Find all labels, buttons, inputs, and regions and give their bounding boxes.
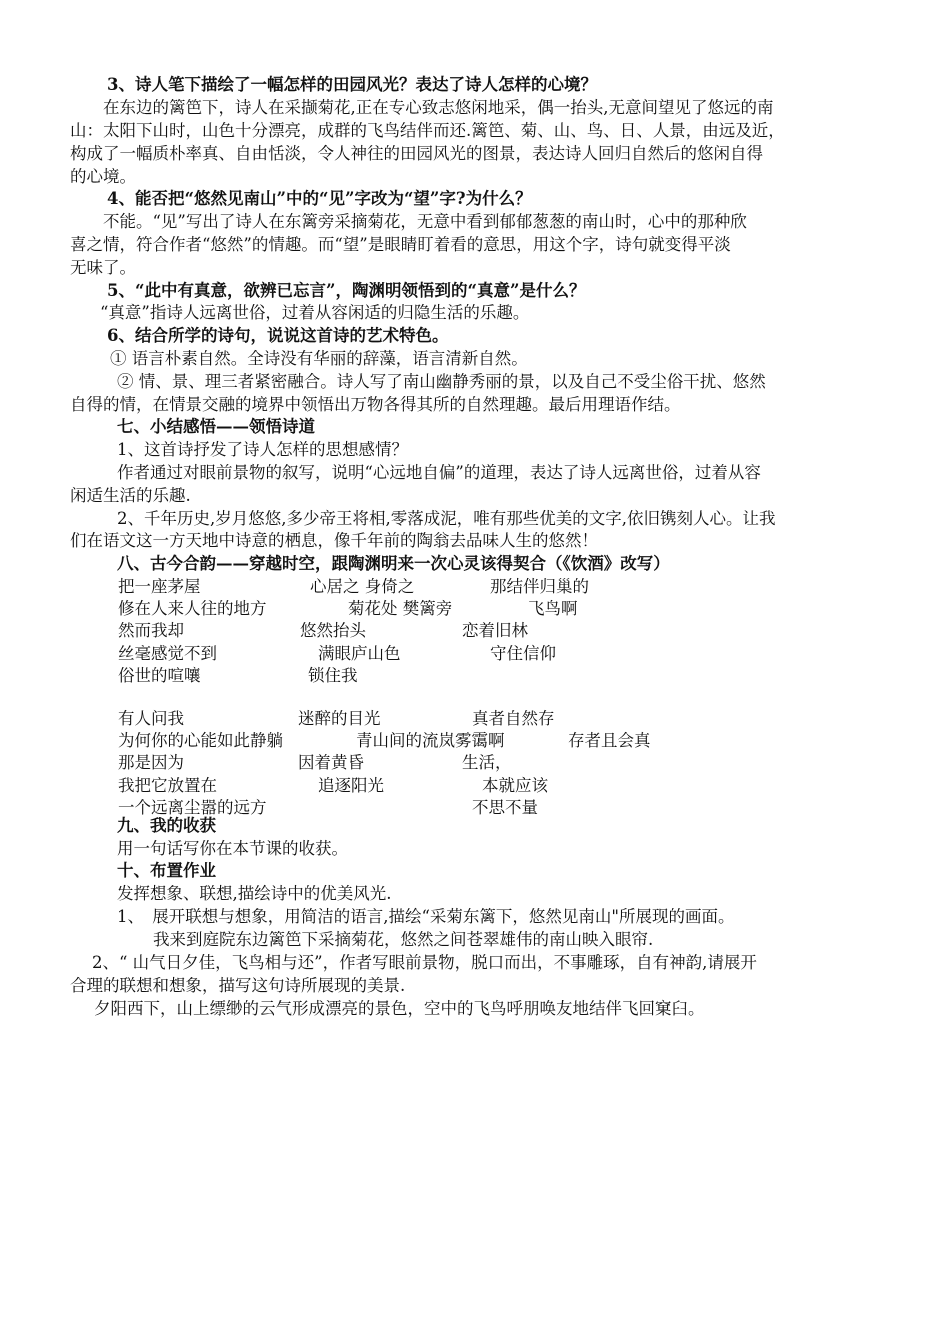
poem-line: 把一座茅屋 (118, 577, 201, 596)
text-line: 发挥想象、联想,描绘诗中的优美风光. (117, 884, 392, 903)
poem-line: 然而我却 (118, 621, 184, 641)
text-line: 作者通过对眼前景物的叙写，说明“心远地自偏”的道理，表达了诗人远离世俗，过着从容 (117, 463, 761, 482)
poem-line: 那结伴归巢的 (490, 577, 589, 596)
section-heading: 七、小结感悟——领悟诗道 (117, 417, 315, 436)
poem-line: 不思不量 (472, 797, 538, 817)
poem-line: 菊花处 樊篱旁 (348, 599, 453, 619)
poem-line: 存者且会真 (568, 731, 651, 751)
poem-line: 飞鸟啊 (528, 599, 578, 619)
poem-line: 悠然抬头 (300, 621, 366, 641)
text-line: 们在语文这一方天地中诗意的栖息，像千年前的陶翁去品味人生的悠然！ (70, 531, 598, 550)
poem-line: 俗世的喧嚷 (118, 665, 201, 685)
poem-line: 满眼庐山色 (318, 643, 401, 663)
section-heading: 八、古今合韵——穿越时空，跟陶渊明来一次心灵该得契合（《饮酒》改写） (117, 554, 670, 573)
text-line: 1、这首诗抒发了诗人怎样的思想感情？ (117, 440, 408, 459)
text-line: 2、千年历史,岁月悠悠,多少帝王将相,零落成泥，唯有那些优美的文字,依旧镌刻人心。让我 (117, 509, 776, 528)
text-line: 构成了一幅质朴率真、自由恬淡，令人神往的田园风光的图景，表达诗人回归自然后的悠闲自得 (70, 144, 763, 163)
section-heading: 九、我的收获 (117, 816, 216, 835)
poem-line: 为何你的心能如此静躺 (118, 731, 283, 751)
text-line: 不能。“见”写出了诗人在东篱旁采摘菊花，无意中看到郁郁葱葱的南山时，心中的那种欣 (103, 212, 747, 231)
section-heading: 4、能否把“悠然见南山”中的“见”字改为“望”字?为什么？ (107, 189, 532, 208)
poem-line: 心居之 身倚之 (310, 577, 415, 596)
poem-line: 迷醉的目光 (298, 709, 381, 728)
text-line: 我来到庭院东边篱笆下采摘菊花，悠然之间苍翠雄伟的南山映入眼帘. (153, 930, 654, 949)
text-line: 用一句话写你在本节课的收获。 (117, 839, 348, 858)
section-heading: 3、诗人笔下描绘了一幅怎样的田园风光？表达了诗人怎样的心境？ (107, 75, 597, 94)
poem-line: 修在人来人往的地方 (118, 599, 267, 619)
text-line: 夕阳西下，山上缥缈的云气形成漂亮的景色，空中的飞鸟呼朋唤友地结伴飞回窠臼。 (94, 999, 705, 1018)
text-line: 的心境。 (70, 167, 136, 186)
text-line: 在东边的篱笆下，诗人在采撷菊花,正在专心致志悠闲地采，偶一抬头,无意间望见了悠远的南 (103, 98, 774, 117)
text-line: 2、“ 山气日夕佳，飞鸟相与还”，作者写眼前景物，脱口而出，不事雕琢，自有神韵,请展开 (92, 953, 757, 972)
text-line: 自得的情，在情景交融的境界中领悟出万物各得其所的自然理趣。最后用理语作结。 (70, 395, 681, 414)
text-line: 1、 展开联想与想象，用简洁的语言,描绘“采菊东篱下，悠然见南山"所展现的画面。 (117, 907, 735, 926)
poem-line: 青山间的流岚雾霭啊 (356, 731, 505, 751)
poem-line: 丝毫感觉不到 (118, 643, 217, 663)
section-heading: 十、布置作业 (117, 861, 216, 880)
poem-line: 守住信仰 (490, 643, 556, 663)
poem-line: 因着黄昏 (298, 753, 364, 773)
poem-line: 真者自然存 (472, 709, 555, 728)
text-line: “真意”指诗人远离世俗，过着从容闲适的归隐生活的乐趣。 (100, 303, 530, 322)
text-line: 山：太阳下山时，山色十分漂亮，成群的飞鸟结伴而还.篱笆、菊、山、鸟、日、人景，由远及近， (70, 121, 785, 140)
poem-line: 恋着旧林 (462, 621, 528, 641)
poem-line: 本就应该 (482, 775, 548, 795)
poem-line: 一个远离尘嚣的远方 (118, 797, 267, 817)
poem-line: 锁住我 (308, 665, 358, 685)
text-line: 无味了。 (70, 258, 136, 277)
poem-line: 追逐阳光 (318, 775, 384, 795)
text-line: 闲适生活的乐趣. (70, 486, 191, 505)
poem-line: 我把它放置在 (118, 775, 217, 795)
poem-line: 有人问我 (118, 709, 184, 728)
section-heading: 5、“此中有真意，欲辨已忘言”，陶渊明领悟到的“真意”是什么？ (107, 281, 586, 300)
text-line: ② 情、景、理三者紧密融合。诗人写了南山幽静秀丽的景，以及自己不受尘俗干扰、悠然 (117, 372, 766, 391)
text-line: 喜之情，符合作者“悠然”的情趣。而“望”是眼睛盯着看的意思，用这个字，诗句就变得平淡 (70, 235, 731, 254)
text-line: 合理的联想和想象，描写这句诗所展现的美景. (70, 976, 406, 995)
text-line: ① 语言朴素自然。全诗没有华丽的辞藻，语言清新自然。 (110, 349, 528, 368)
section-heading: 6、结合所学的诗句，说说这首诗的艺术特色。 (107, 326, 449, 345)
poem-line: 那是因为 (118, 753, 184, 773)
poem-line: 生活， (462, 753, 512, 773)
